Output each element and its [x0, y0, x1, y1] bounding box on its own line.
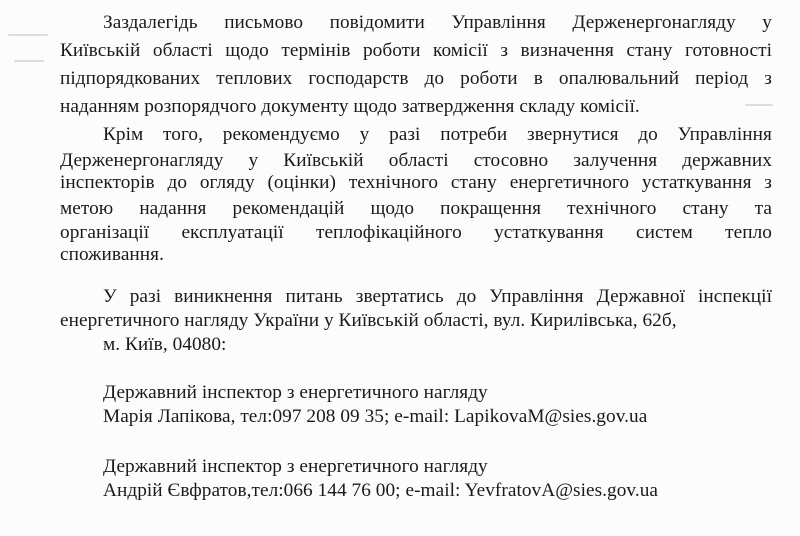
- word: експлуатації: [181, 222, 284, 243]
- paragraph2-line3: [60, 172, 772, 194]
- word: виникнення: [174, 286, 273, 307]
- word: систем: [635, 222, 693, 243]
- word: Київській: [283, 150, 364, 171]
- paragraph1-line4: наданням розпорядчого документу щодо затвердження складу комісії.: [60, 96, 640, 117]
- word: опалювальний: [558, 68, 680, 89]
- word: теплофікаційного: [315, 222, 462, 243]
- paragraph2-line1: [103, 124, 772, 146]
- paragraph2-line5: [60, 222, 772, 244]
- word: технічного: [348, 172, 439, 193]
- word: термінів: [281, 40, 351, 61]
- word: стану: [450, 172, 497, 193]
- paragraph3-line3: м. Київ, 04080:: [103, 334, 227, 355]
- word: Управління: [451, 12, 546, 33]
- contact2-title: Державний інспектор з енергетичного нагляду: [103, 456, 488, 477]
- word: області: [152, 40, 213, 61]
- paragraph3-line1: [103, 286, 772, 308]
- word: організації: [60, 222, 150, 243]
- word: до: [638, 124, 658, 145]
- word: стосовно: [473, 150, 549, 171]
- word: у: [248, 150, 259, 171]
- word: Держенергонагляду: [60, 150, 224, 171]
- paragraph2-line6: споживання.: [60, 244, 164, 265]
- word: державних: [682, 150, 772, 171]
- word: устаткування: [641, 172, 752, 193]
- word: У: [103, 286, 117, 307]
- paragraph2-line2: [60, 150, 772, 172]
- word: Управління: [677, 124, 772, 145]
- word: роботи: [460, 68, 518, 89]
- word: залучення: [573, 150, 658, 171]
- paragraph1-line1: [103, 12, 772, 34]
- word: покращення: [440, 198, 542, 219]
- word: рекомендацій: [232, 198, 345, 219]
- word: щодо: [225, 40, 269, 61]
- word: (оцінки): [267, 172, 337, 193]
- scan-artifact: [8, 34, 48, 36]
- word: визначення: [520, 40, 614, 61]
- paragraph1-line2: [60, 40, 772, 62]
- word: з: [764, 172, 772, 193]
- word: та: [754, 198, 772, 219]
- word: енергетичного: [509, 172, 630, 193]
- word: в: [533, 68, 543, 89]
- word: звернутися: [527, 124, 619, 145]
- word: звертатись: [355, 286, 444, 307]
- word: того,: [163, 124, 203, 145]
- word: інспекції: [698, 286, 772, 307]
- word: теплових: [216, 68, 293, 89]
- contact1-title: Державний інспектор з енергетичного нагляду: [103, 382, 488, 403]
- word: Управління: [489, 286, 584, 307]
- word: огляду: [199, 172, 255, 193]
- word: з: [500, 40, 509, 61]
- word: метою: [60, 198, 114, 219]
- word: господарств: [308, 68, 409, 89]
- contact1-details: Марія Лапікова, тел:097 208 09 35; e-mail: LapikovaM@sies.gov.ua: [103, 406, 648, 427]
- word: до: [456, 286, 477, 307]
- word: у: [762, 12, 772, 33]
- word: питань: [285, 286, 343, 307]
- word: надання: [139, 198, 207, 219]
- word: з: [764, 68, 772, 89]
- word: устаткування: [494, 222, 604, 243]
- word: рекомендуємо: [222, 124, 340, 145]
- word: Державної: [596, 286, 685, 307]
- word: підпорядкованих: [60, 68, 201, 89]
- word: Крім: [103, 124, 144, 145]
- word: роботи: [362, 40, 421, 61]
- word: інспекторів: [60, 172, 155, 193]
- word: Київській: [60, 40, 141, 61]
- word: період: [695, 68, 749, 89]
- word: письмово: [224, 12, 304, 33]
- word: разі: [129, 286, 162, 307]
- word: повідомити: [329, 12, 425, 33]
- word: до: [424, 68, 445, 89]
- word: стану: [682, 198, 729, 219]
- contact2-details: Андрій Євфратов,тел:066 144 76 00; e-mail: YevfratovA@sies.gov.ua: [103, 480, 659, 501]
- word: Заздалегідь: [103, 12, 198, 33]
- word: тепло: [725, 222, 772, 243]
- word: стану: [626, 40, 673, 61]
- paragraph3-line2: енергетичного нагляду України у Київській області, вул. Кирилівська, 62б,: [60, 310, 677, 331]
- word: області: [388, 150, 449, 171]
- word: Держенергонагляду: [572, 12, 736, 33]
- word: разі: [389, 124, 421, 145]
- word: технічного: [567, 198, 657, 219]
- word: комісії: [433, 40, 488, 61]
- word: готовності: [684, 40, 772, 61]
- paragraph1-line3: [60, 68, 772, 90]
- word: до: [167, 172, 188, 193]
- word: потреби: [440, 124, 508, 145]
- scan-artifact: [14, 60, 44, 62]
- paragraph2-line4: [60, 198, 772, 220]
- word: щодо: [370, 198, 415, 219]
- word: у: [359, 124, 370, 145]
